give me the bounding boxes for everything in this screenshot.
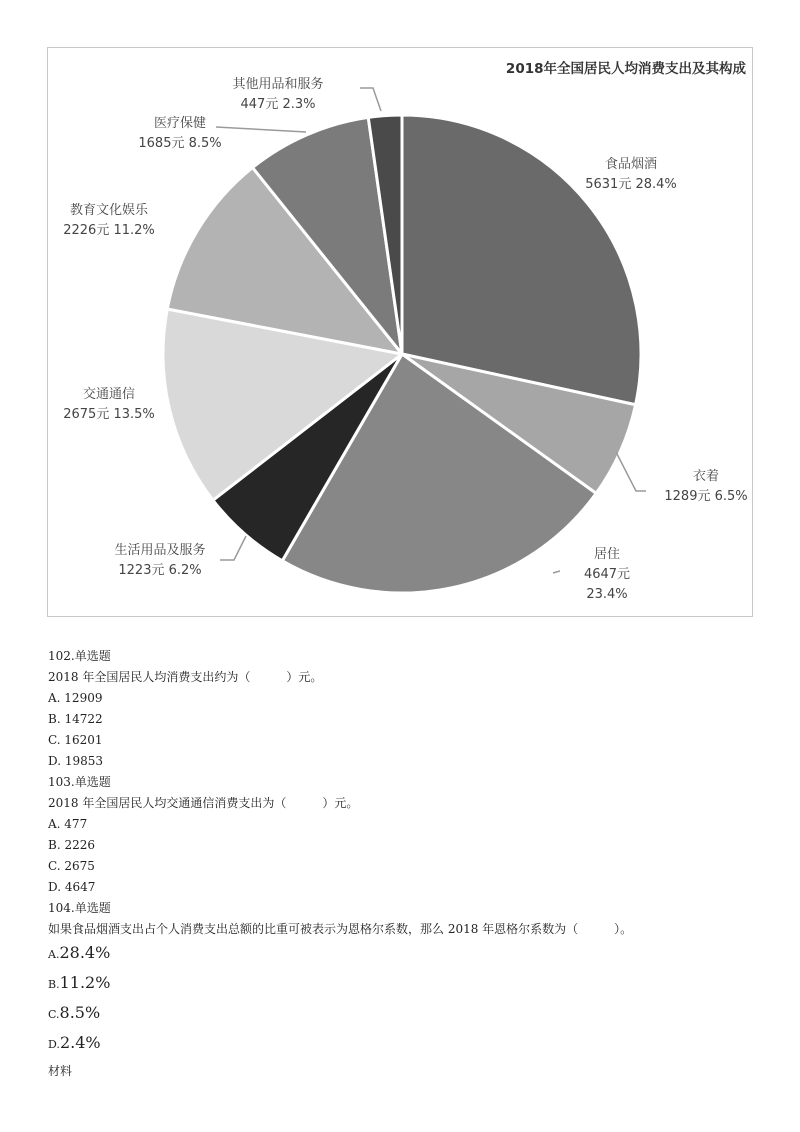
q104-option-d[interactable] <box>48 1033 101 1052</box>
q104-option-a[interactable] <box>48 943 110 962</box>
slice-label-2 <box>664 469 747 504</box>
slice-label-8 <box>232 76 323 112</box>
slice-label-8-line-1: 其他用品和服务 <box>232 77 324 92</box>
q104-option-d-letter: D. <box>48 1038 60 1051</box>
q102-option-c[interactable]: C. 16201 <box>48 733 103 747</box>
q104-stem: 如果食品烟酒支出占个人消费支出总额的比重可被表示为恩格尔系数，那么 2018 年恩格尔系数为（ ）。 <box>48 922 633 936</box>
q102-option-a[interactable]: A. 12909 <box>48 691 103 705</box>
q104-option-c[interactable] <box>48 1003 100 1022</box>
pie-chart <box>48 48 754 618</box>
slice-label-4-line-1: 生活用品及服务 <box>114 543 206 558</box>
q104-option-b-letter: B. <box>48 978 60 991</box>
slice-label-6-line-1: 教育文化娱乐 <box>69 203 149 218</box>
leader-line-4 <box>220 536 246 560</box>
slice-label-3 <box>584 547 630 602</box>
q104-option-d-value: 2.4% <box>59 1033 101 1052</box>
slice-label-5-line-1: 交通通信 <box>82 387 136 402</box>
slice-label-8-line-2: 447元 2.3% <box>240 97 316 112</box>
slice-label-7-line-1: 医疗保健 <box>153 116 207 131</box>
q104-option-c-letter: C. <box>48 1008 60 1021</box>
slice-label-7-line-2: 1685元 8.5% <box>138 136 222 151</box>
q102-stem: 2018 年全国居民人均消费支出约为（ ）元。 <box>48 670 323 684</box>
slice-label-2-line-1: 衣着 <box>692 469 720 484</box>
chart-frame <box>47 47 753 617</box>
footer-material: 材料 <box>48 1064 73 1078</box>
slice-label-5-line-2: 2675元 13.5% <box>63 407 155 422</box>
leader-line-8 <box>360 88 381 111</box>
slice-label-4 <box>114 542 205 578</box>
q104-option-b[interactable] <box>48 973 110 992</box>
slice-label-4-line-2: 1223元 6.2% <box>118 563 202 578</box>
slice-label-1-line-2: 5631元 28.4% <box>585 177 677 192</box>
q104-option-c-value: 8.5% <box>59 1003 101 1022</box>
q103-header: 103.单选题 <box>48 775 111 789</box>
slice-label-1-line-1: 食品烟酒 <box>604 157 658 172</box>
slice-label-3-line-2: 4647元 <box>583 567 631 582</box>
leader-line-2 <box>616 452 646 491</box>
leader-line-7 <box>216 127 306 132</box>
q102-option-d[interactable]: D. 19853 <box>48 754 103 768</box>
q104-header: 104.单选题 <box>48 901 111 915</box>
slice-label-2-line-2: 1289元 6.5% <box>664 489 748 504</box>
q104-option-a-letter: A. <box>48 948 60 961</box>
slice-label-6-line-2: 2226元 11.2% <box>63 223 155 238</box>
slice-label-3-line-1: 居住 <box>593 547 621 562</box>
slice-label-7 <box>138 115 221 151</box>
slice-label-3-line-3: 23.4% <box>586 587 628 602</box>
q104-option-a-value: 28.4% <box>59 943 111 962</box>
slice-label-6 <box>63 202 155 238</box>
q102-header: 102.单选题 <box>48 649 111 663</box>
q103-stem: 2018 年全国居民人均交通通信消费支出为（ ）元。 <box>48 796 359 810</box>
leader-line-3 <box>553 571 560 573</box>
slice-label-1 <box>585 156 677 192</box>
q103-option-d[interactable]: D. 4647 <box>48 880 96 894</box>
q103-option-a[interactable]: A. 477 <box>48 817 88 831</box>
q104-option-b-value: 11.2% <box>59 973 111 992</box>
slice-label-5 <box>63 386 155 422</box>
q102-option-b[interactable]: B. 14722 <box>48 712 103 726</box>
q103-option-b[interactable]: B. 2226 <box>48 838 95 852</box>
q103-option-c[interactable]: C. 2675 <box>48 859 95 873</box>
chart-title: 2018年全国居民人均消费支出及其构成 <box>505 61 746 77</box>
